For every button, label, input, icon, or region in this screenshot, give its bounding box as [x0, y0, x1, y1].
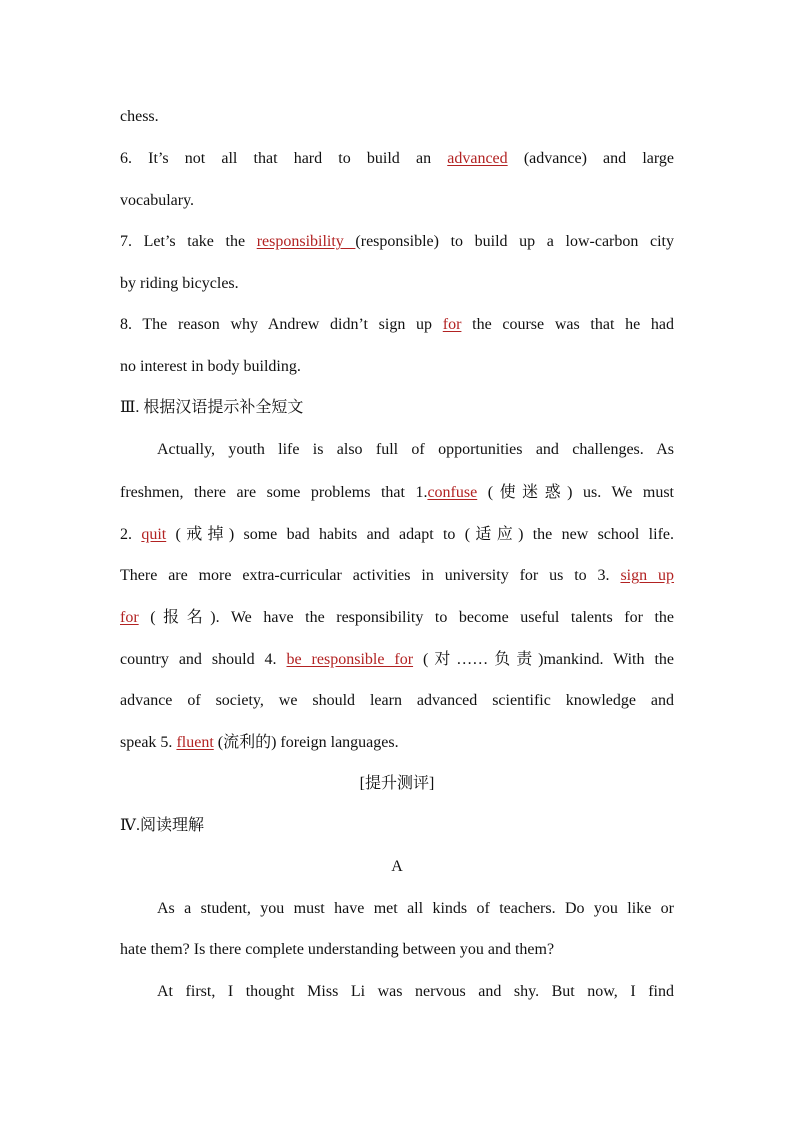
line-text: (advance) and large	[523, 150, 675, 167]
answer-for-2: for	[120, 609, 139, 626]
line-text: 8. The reason why Andrew didn’t sign up	[120, 316, 433, 333]
answer-quit: quit	[141, 526, 167, 543]
passage-line	[120, 732, 674, 754]
line-text: 7. Let’s take the	[120, 233, 246, 250]
passage-line: Actually, youth life is also full of opportunities and challenges. As	[157, 441, 674, 458]
passage-title-a: A	[391, 858, 403, 875]
answer-fluent: fluent	[176, 734, 214, 751]
passage-line: advance of society, we should learn advanced scientific knowledge and	[120, 692, 674, 709]
line-text: country and should 4.	[120, 651, 277, 668]
section-heading-iii: Ⅲ. 根据汉语提示补全短文	[120, 399, 304, 416]
passage-line	[120, 565, 674, 587]
line-text: 2.	[120, 526, 132, 543]
text-line: no interest in body building.	[120, 358, 301, 375]
line-text: (对……负责)mankind. With the	[423, 651, 675, 668]
passage-line	[120, 607, 674, 629]
passage-line: At first, I thought Miss Li was nervous and shy. But now, I find	[157, 983, 674, 1000]
line-text: 6. It’s not all that hard to build an	[120, 150, 432, 167]
line-text: freshmen, there are some problems that 1.	[120, 484, 428, 501]
line-text: the course was that he had	[472, 316, 675, 333]
line-text: (responsible) to build up a low-carbon city	[355, 233, 674, 250]
answer-be-responsible-for: be responsible for	[286, 651, 414, 668]
answer-confuse: confuse	[427, 484, 478, 501]
exercise-7	[120, 231, 674, 253]
answer-advanced: advanced	[447, 150, 508, 167]
text-line: vocabulary.	[120, 192, 195, 209]
exercise-8	[120, 314, 674, 336]
line-text: (使迷惑) us. We must	[487, 484, 675, 501]
passage-line	[120, 524, 674, 546]
section-label-assessment: [提升测评]	[359, 775, 435, 792]
line-text: There are more extra-curricular activities in university for us to 3.	[120, 567, 610, 584]
answer-for: for	[442, 316, 462, 333]
text-line: by riding bicycles.	[120, 275, 239, 292]
passage-line	[120, 482, 674, 504]
exercise-6	[120, 148, 674, 170]
passage-line	[120, 649, 674, 671]
answer-sign-up: sign up	[620, 567, 675, 584]
section-heading-iv: Ⅳ.阅读理解	[120, 817, 204, 834]
line-text: (流利的) foreign languages.	[217, 734, 399, 751]
passage-line: As a student, you must have met all kinds of teachers. Do you like or	[157, 900, 674, 917]
line-text: (报名). We have the responsibility to become useful talents for the	[150, 609, 675, 626]
text-line: chess.	[120, 108, 159, 125]
line-text: (戒掉) some bad habits and adapt to (适应) the new school life.	[175, 526, 674, 543]
line-text: speak 5.	[120, 734, 173, 751]
answer-responsibility: responsibility	[256, 233, 356, 250]
passage-line: hate them? Is there complete understanding between you and them?	[120, 941, 555, 958]
